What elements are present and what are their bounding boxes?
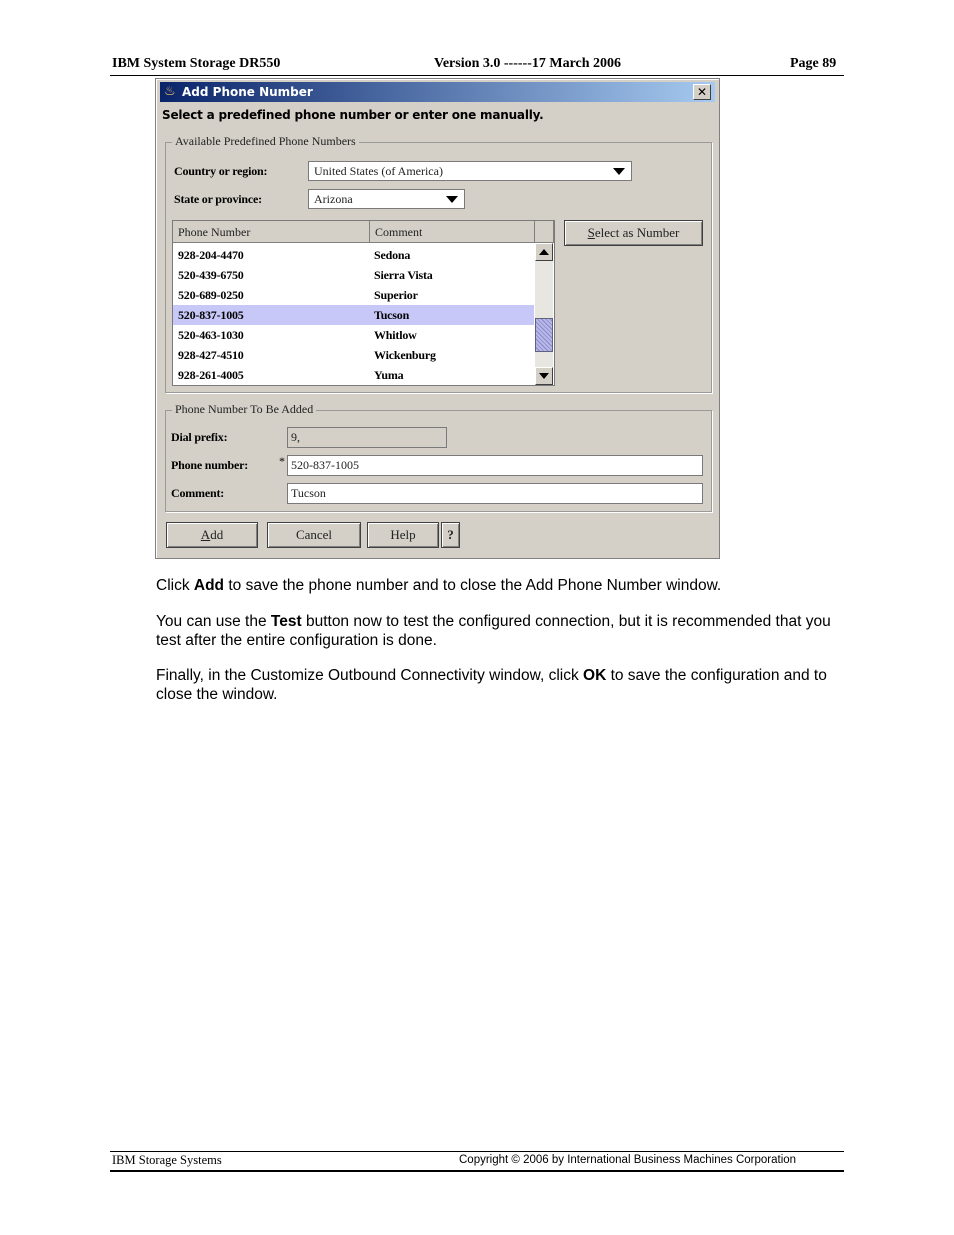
context-help-button[interactable]: ? [441,522,460,548]
p2-bold: Test [270,613,302,630]
table-row[interactable] [173,245,534,265]
p1-text-end: to save the phone number and to close the Add Phone Number window. [224,577,722,594]
paragraph-add [156,576,836,595]
dialog-title: Add Phone Number [182,85,313,99]
predefined-group-title: Available Predefined Phone Numbers [172,134,359,149]
comment-cell: Superior [374,288,418,302]
table-row[interactable] [173,285,534,305]
select-as-number-button[interactable] [564,220,703,246]
p3-bold: OK [583,667,607,684]
table-row[interactable] [173,265,534,285]
header-page-number: Page 89 [790,56,837,71]
p3-text: Finally, in the Customize Outbound Connectivity window, click [156,667,584,684]
column-header-phone[interactable]: Phone Number [173,221,370,243]
phone-numbers-table [172,220,555,386]
mnemonic-a: A [200,527,211,542]
chevron-down-icon [446,196,458,203]
java-cup-icon: ♨ [164,84,176,99]
comment-label: Comment: [171,486,225,500]
dialog-titlebar [160,82,715,102]
close-button[interactable]: ✕ [693,84,711,100]
dial-prefix-label: Dial prefix: [171,430,228,444]
phone-number-input[interactable]: 520-837-1005 [287,455,703,476]
phone-cell: 520-689-0250 [178,288,244,302]
scrollbar-thumb[interactable] [535,318,553,352]
add-label: dd [210,527,224,542]
table-row[interactable] [173,345,534,365]
number-to-add-title: Phone Number To Be Added [172,402,316,417]
mnemonic-s: S [587,225,595,240]
state-select[interactable] [308,189,465,209]
country-label: Country or region: [174,164,268,178]
footer-copyright: Copyright © 2006 by International Business Machines Corporation [459,1154,797,1166]
table-corner [535,221,554,243]
p1-bold: Add [193,577,225,594]
scroll-up-arrow-icon[interactable] [535,243,553,261]
paragraph-test [156,612,836,650]
table-row[interactable] [173,325,534,345]
cancel-button[interactable]: Cancel [267,522,361,548]
add-button[interactable] [166,522,258,548]
table-row[interactable] [173,365,534,385]
scroll-down-arrow-icon[interactable] [535,367,553,385]
header-center: Version 3.0 ------17 March 2006 [434,56,622,71]
phone-number-label: Phone number: [171,458,249,472]
p3-text-end: to save the configuration and to close the window. [156,667,827,703]
select-as-number-label: elect as Number [594,225,680,240]
header-left: IBM System Storage DR550 [112,56,281,71]
p2-text: You can use the [156,613,271,630]
comment-cell: Whitlow [374,328,417,342]
paragraph-finally [156,666,836,704]
state-label: State or province: [174,192,262,206]
chevron-down-icon [613,168,625,175]
footer-rule-top [110,1151,844,1152]
dialog-instruction: Select a predefined phone number or enter one manually. [162,108,544,122]
comment-cell: Tucson [374,308,410,322]
phone-cell: 928-427-4510 [178,348,244,362]
state-value: Arizona [314,192,353,206]
table-scrollbar[interactable] [535,243,553,385]
required-asterisk: * [279,454,285,468]
table-row-selected[interactable] [173,305,534,325]
phone-cell: 928-204-4470 [178,248,244,262]
comment-cell: Sierra Vista [374,268,433,282]
comment-input[interactable]: Tucson [287,483,703,504]
phone-cell: 520-463-1030 [178,328,244,342]
phone-cell: 520-837-1005 [178,308,244,322]
footer-rule-bottom [110,1170,844,1172]
column-header-comment[interactable]: Comment [370,221,535,243]
p2-text-end: button now to test the configured connection, but it is recommended that you test after the entire configuration is done. [156,613,831,649]
help-button[interactable]: Help [367,522,439,548]
dial-prefix-field: 9, [287,427,447,448]
header-rule [110,75,844,76]
p1-text: Click [156,577,194,594]
comment-cell: Yuma [374,368,404,382]
phone-cell: 520-439-6750 [178,268,244,282]
footer-left: IBM Storage Systems [112,1153,222,1167]
country-value: United States (of America) [314,164,443,178]
country-select[interactable] [308,161,632,181]
comment-cell: Wickenburg [374,348,436,362]
comment-cell: Sedona [374,248,411,262]
phone-cell: 928-261-4005 [178,368,244,382]
